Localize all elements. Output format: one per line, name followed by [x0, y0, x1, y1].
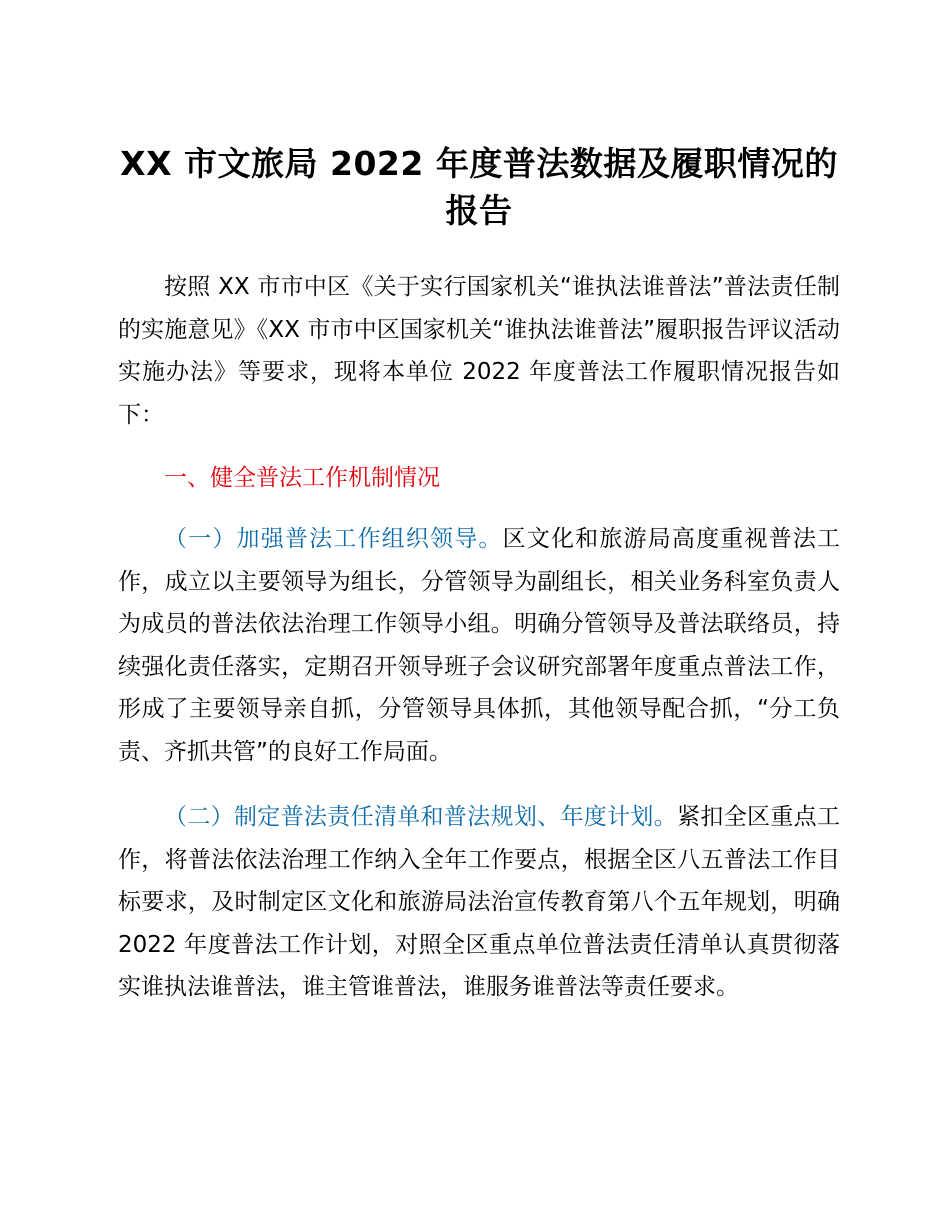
- document-title: XX 市文旅局 2022 年度普法数据及履职情况的报告: [120, 144, 838, 230]
- intro-paragraph: 按照 XX 市市中区《关于实行国家机关“谁执法谁普法”普法责任制的实施意见》《XX 市市中区国家机关“谁执法谁普法”履职报告评议活动实施办法》等要求，现将本单位 2022 年度普法工作履职情况报告如下：: [118, 274, 840, 428]
- item-2-body: 紧扣全区重点工作，将普法依法治理工作纳入全年工作要点，根据全区八五普法工作目标要求，及时制定区文化和旅游局法治宣传教育第八个五年规划，明确 2022 年度普法工作计划，对照全区重点单位普法责任清单认真贯彻落实谁执法谁普法，谁主管谁普法，谁服务谁普法等责任要求。: [118, 804, 841, 1000]
- item-2-lead: （二）制定普法责任清单和普法规划、年度计划。: [164, 804, 678, 830]
- item-1-lead: （一）加强普法工作组织领导。: [164, 526, 503, 552]
- paragraph-item-2: [118, 796, 840, 1009]
- paragraph-item-1: [118, 518, 840, 773]
- section-heading: 一、健全普法工作机制情况: [164, 465, 440, 491]
- item-1-body: 区文化和旅游局高度重视普法工作，成立以主要领导为组长，分管领导为副组长，相关业务科室负责人为成员的普法依法治理工作领导小组。明确分管领导及普法联络员，持续强化责任落实，定期召开领导班子会议研究部署年度重点普法工作，形成了主要领导亲自抓，分管领导具体抓，其他领导配合抓，“分工负责、齐抓共管”的良好工作局面。: [118, 526, 841, 765]
